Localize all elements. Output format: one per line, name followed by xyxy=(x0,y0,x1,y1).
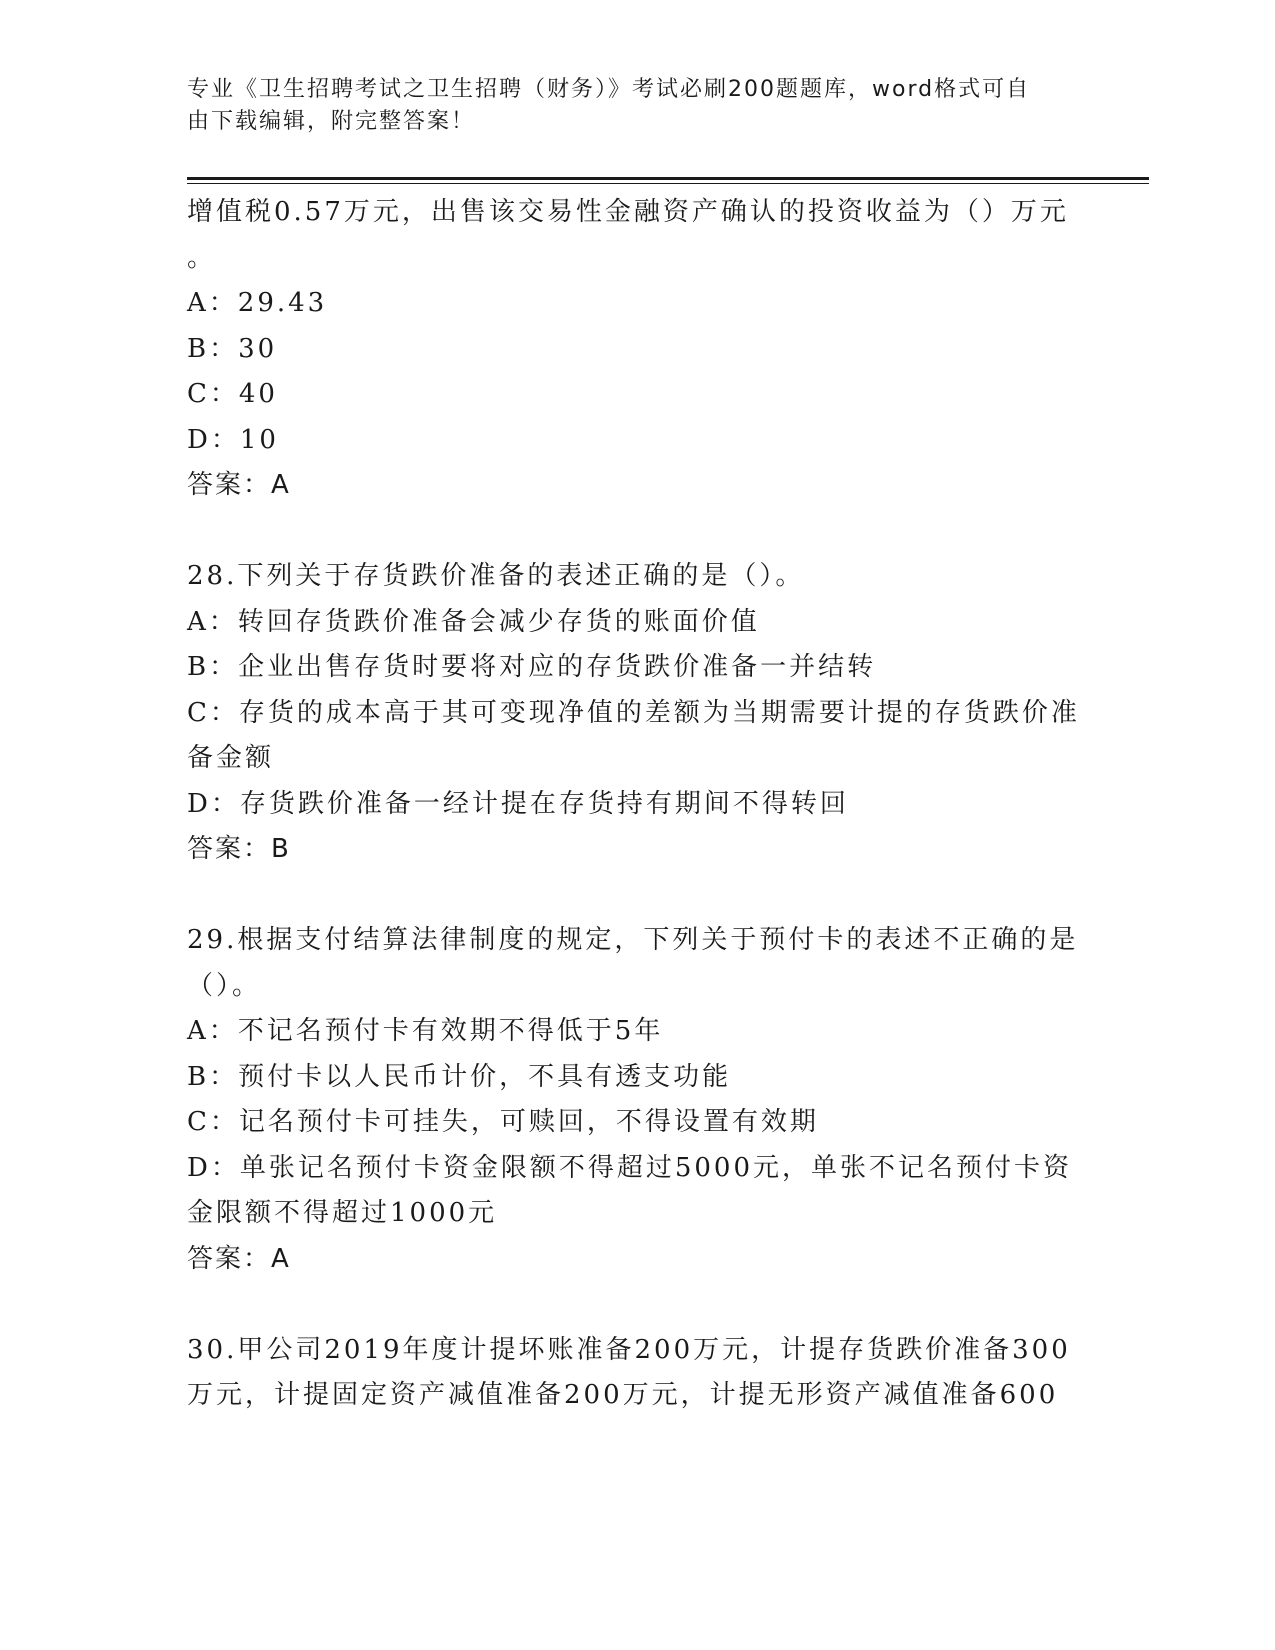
header-line-2: 由下载编辑，附完整答案！ xyxy=(187,109,476,134)
spacer xyxy=(187,1282,1087,1328)
option-a: A：转回存货跌价准备会减少存货的账面价值 xyxy=(187,606,760,637)
question-29 xyxy=(187,918,1087,1282)
option-b: B：预付卡以人民币计价，不具有透支功能 xyxy=(187,1061,732,1092)
header-divider-thick xyxy=(187,177,1149,180)
option-b: B：30 xyxy=(187,333,278,364)
option-c: C：记名预付卡可挂失，可赎回，不得设置有效期 xyxy=(187,1107,819,1137)
option-d: D：存货跌价准备一经计提在存货持有期间不得转回 xyxy=(187,788,849,819)
answer-line: 答案：A xyxy=(187,1243,291,1274)
question-27-tail xyxy=(187,190,1087,509)
option-c-line-2: 备金额 xyxy=(187,743,275,773)
option-d-line-2: 金限额不得超过1000元 xyxy=(187,1198,498,1228)
header-line-1: 专业《卫生招聘考试之卫生招聘（财务）》考试必刷200题题库，word格式可自 xyxy=(187,77,1031,102)
option-c: C：40 xyxy=(187,379,278,409)
question-stem: 28.下列关于存货跌价准备的表述正确的是（）。 xyxy=(187,561,805,591)
document-body xyxy=(187,190,1087,1419)
option-c-line-1: C：存货的成本高于其可变现净值的差额为当期需要计提的存货跌价准 xyxy=(187,697,1080,728)
option-d-line-1: D：单张记名预付卡资金限额不得超过5000元，单张不记名预付卡资 xyxy=(187,1152,1073,1183)
option-d: D：10 xyxy=(187,424,279,455)
question-30 xyxy=(187,1328,1087,1419)
answer-line: 答案：B xyxy=(187,834,291,864)
header-divider-thin xyxy=(187,183,1149,184)
option-b: B：企业出售存货时要将对应的存货跌价准备一并结转 xyxy=(187,652,877,682)
page-header xyxy=(187,74,1067,138)
question-stem-line-1: 29.根据支付结算法律制度的规定，下列关于预付卡的表述不正确的是 xyxy=(187,925,1079,955)
option-a: A：29.43 xyxy=(187,288,328,318)
question-stem-line-2: （）。 xyxy=(187,970,262,1001)
spacer xyxy=(187,873,1087,919)
question-stem-line-2: 万元，计提固定资产减值准备200万元，计提无形资产减值准备600 xyxy=(187,1380,1059,1410)
spacer xyxy=(187,509,1087,555)
question-stem-line: 增值税0.57万元，出售该交易性金融资产确认的投资收益为（）万元 xyxy=(187,197,1069,227)
question-stem-line: 。 xyxy=(187,242,217,273)
question-28 xyxy=(187,554,1087,873)
option-a: A：不记名预付卡有效期不得低于5年 xyxy=(187,1016,664,1046)
answer-line: 答案：A xyxy=(187,470,291,500)
question-stem-line-1: 30.甲公司2019年度计提坏账准备200万元，计提存货跌价准备300 xyxy=(187,1334,1071,1365)
